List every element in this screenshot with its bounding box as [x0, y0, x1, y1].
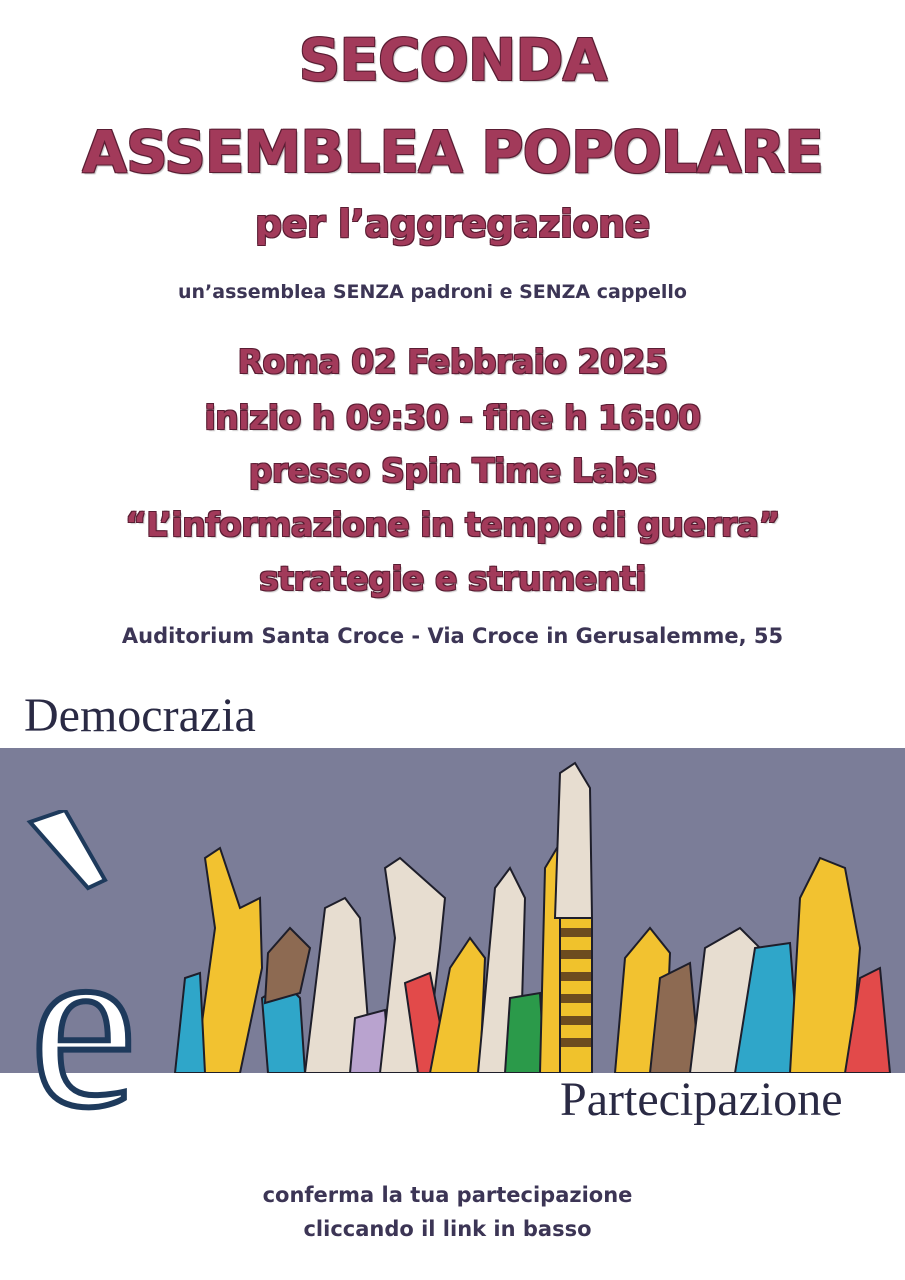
- motto-democrazia: Democrazia: [24, 689, 256, 742]
- e-grave-icon: [20, 810, 210, 1120]
- tagline: un’assemblea SENZA padroni e SENZA cappello: [177, 281, 687, 303]
- title-line-2: ASSEMBLEA POPOLARE: [82, 118, 823, 186]
- footer-text: [0, 1178, 900, 1246]
- event-place: presso Spin Time Labs: [248, 451, 657, 490]
- event-address: Auditorium Santa Croce - Via Croce in Gerusalemme, 55: [121, 624, 784, 648]
- title-line-3: per l’aggregazione: [255, 202, 650, 246]
- event-theme: “L’informazione in tempo di guerra”: [125, 505, 780, 544]
- event-date: Roma 02 Febbraio 2025: [237, 342, 668, 381]
- event-time: inizio h 09:30 - fine h 16:00: [204, 398, 701, 437]
- motto-partecipazione: Partecipazione: [560, 1073, 843, 1126]
- footer-line-1: conferma la tua partecipazione: [262, 1183, 633, 1207]
- title-line-1: SECONDA: [298, 26, 607, 94]
- svg-text:e: e: [30, 891, 137, 1120]
- footer-line-2: cliccando il link in basso: [303, 1217, 592, 1241]
- event-theme-sub: strategie e strumenti: [259, 559, 646, 598]
